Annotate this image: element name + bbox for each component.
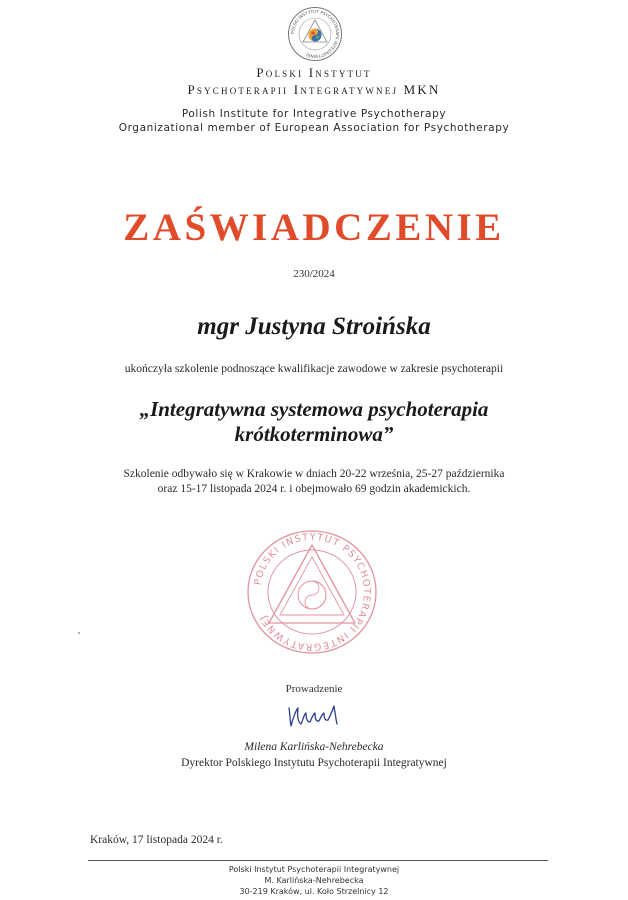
footer-address <box>0 864 628 897</box>
institute-subtitle-line2: Organizational member of European Association for Psychotherapy <box>118 121 510 134</box>
course-title-line2: krótkoterminowa” <box>234 422 394 446</box>
training-details-line2: oraz 15-17 listopada 2024 r. i obejmowało 69 godzin akademickich. <box>157 483 471 495</box>
logo-ring-text: POLSKI INSTYTUT PSYCHOTERAPII INTEGRATYWNEJ <box>289 8 341 60</box>
footer-line3: 30-219 Kraków, ul. Koło Strzelnicy 12 <box>239 887 389 896</box>
certificate-title: ZAŚWIADCZENIE <box>123 206 505 249</box>
course-title-line1: „Integratywna systemowa psychoterapia <box>139 397 489 421</box>
footer-divider <box>88 860 548 861</box>
handwritten-signature <box>284 700 348 730</box>
institute-subtitle-line1: Polish Institute for Integrative Psychotherapy <box>181 108 447 120</box>
institute-logo <box>287 6 343 62</box>
recipient-name: mgr Justyna Stroińska <box>197 313 431 340</box>
institute-name-line2: Psychoterapii Integratywnej MKN <box>187 82 441 97</box>
signer-name: Milena Karlińska-Nehrebecka <box>244 741 384 753</box>
scan-speck <box>78 632 80 634</box>
footer-line1: Polski Instytut Psychoterapii Integratywnej <box>228 865 400 874</box>
training-description: ukończyła szkolenie podnoszące kwalifikacje zawodowe w zakresie psychoterapii <box>124 363 504 375</box>
institute-name-line1: Polski Instytut <box>256 65 372 80</box>
stamp-ring-text: POLSKI INSTYTUT PSYCHOTERAPII INTEGRATYWNEJ <box>252 531 373 653</box>
course-title <box>0 397 628 447</box>
place-and-date: Kraków, 17 listopada 2024 r. <box>90 834 223 846</box>
institute-stamp <box>243 527 381 657</box>
institute-name <box>0 64 628 98</box>
training-details-line1: Szkolenie odbywało się w Krakowie w dniach 20-22 września, 25-27 października <box>123 468 505 480</box>
signature-label: Prowadzenie <box>285 683 343 695</box>
training-details <box>0 467 628 497</box>
certificate-number: 230/2024 <box>293 268 335 280</box>
footer-line2: M. Karlińska-Nehrebecka <box>264 876 364 885</box>
institute-subtitle <box>0 108 628 135</box>
signer-title: Dyrektor Polskiego Instytutu Psychoterapii Integratywnej <box>181 757 447 769</box>
